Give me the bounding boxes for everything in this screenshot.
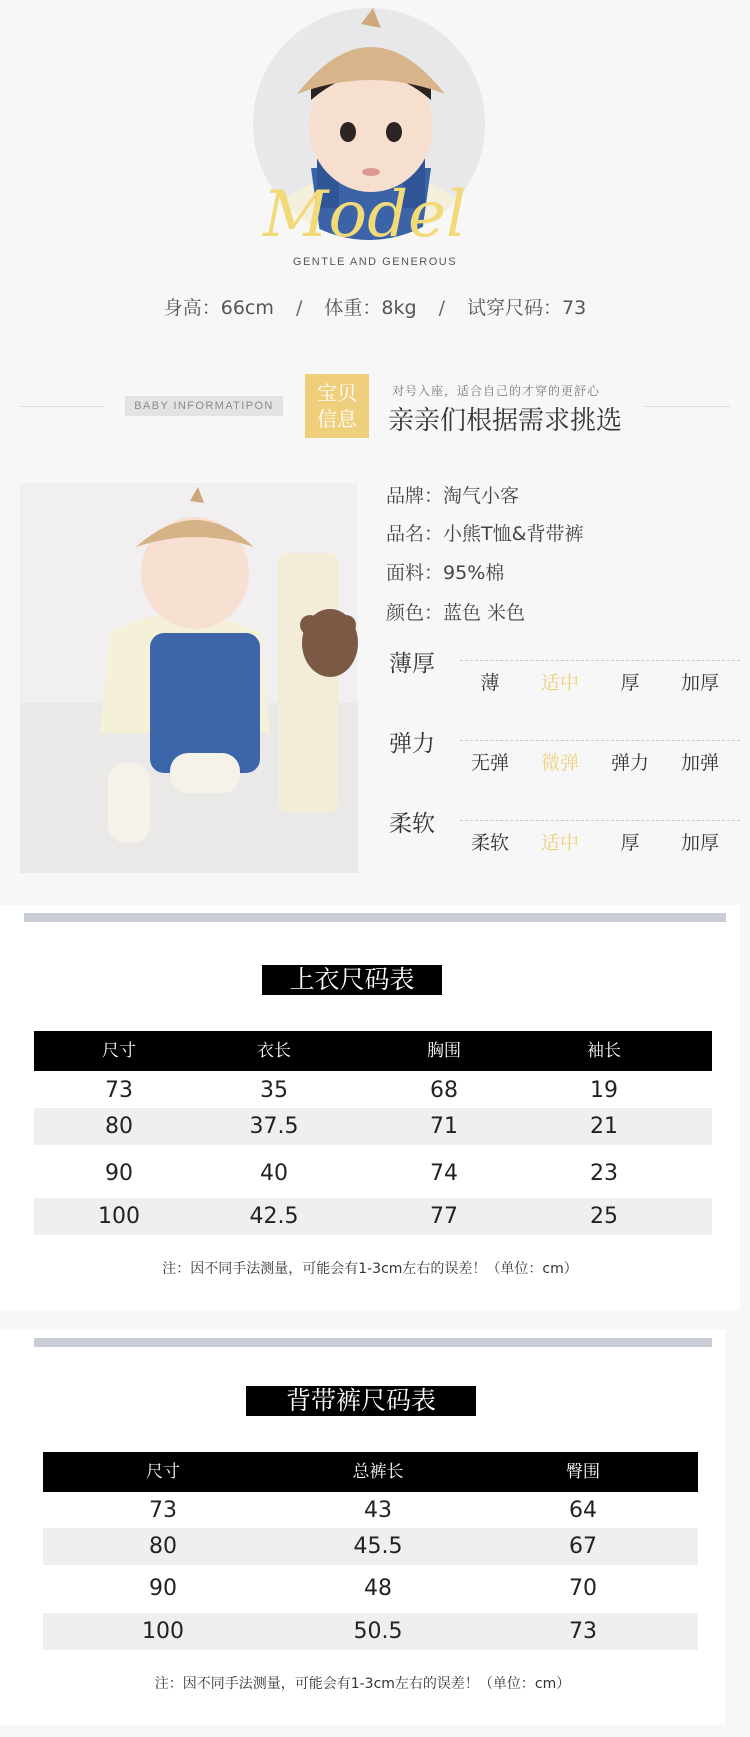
rating-thickness-label: 薄厚	[389, 651, 435, 677]
pants-table-header	[43, 1452, 698, 1492]
spec-label: 面料：	[386, 562, 444, 584]
table-cell: 37.5	[249, 1114, 299, 1139]
rating-softness-option: 柔软	[470, 832, 509, 854]
table-row	[43, 1613, 698, 1650]
stat-separator: /	[295, 297, 303, 319]
table-cell: 67	[569, 1534, 597, 1559]
table-row	[43, 1570, 698, 1607]
spec-fabric	[386, 558, 504, 585]
table-cell: 45.5	[353, 1534, 403, 1559]
badge-line-2: 信息	[317, 407, 357, 431]
spec-label: 颜色：	[386, 602, 444, 624]
table-row	[43, 1492, 698, 1529]
table-cell: 90	[105, 1161, 133, 1186]
pants-size-card	[0, 1330, 725, 1725]
rating-thickness-option-selected: 适中	[540, 672, 579, 694]
rating-divider	[460, 740, 740, 741]
rating-thickness-option: 加厚	[680, 672, 719, 694]
table-row	[34, 1072, 712, 1109]
spec-label: 品牌：	[386, 485, 444, 507]
table-cell: 100	[98, 1204, 140, 1229]
rating-elasticity-option-selected: 微弹	[540, 752, 579, 774]
table-cell: 64	[569, 1498, 597, 1523]
top-table-title: 上衣尺码表	[262, 965, 442, 995]
spec-value: 小熊T恤&背带裤	[443, 523, 584, 545]
table-cell: 80	[105, 1114, 133, 1139]
table-cell: 77	[430, 1204, 458, 1229]
rating-softness-option: 加厚	[680, 832, 719, 854]
badge-line-1: 宝贝	[317, 381, 357, 405]
table-cell: 35	[260, 1078, 288, 1103]
top-size-card	[0, 905, 740, 1310]
rating-elasticity-label: 弹力	[389, 731, 435, 757]
spec-brand	[386, 481, 519, 508]
info-subtitle: 对号入座，适合自己的才穿的更舒心	[392, 384, 601, 398]
spec-value: 淘气小客	[443, 485, 520, 507]
table-header-cell: 尺寸	[146, 1462, 180, 1482]
rating-divider	[460, 820, 740, 821]
baby-info-badge	[305, 374, 369, 438]
rating-thickness-option: 薄	[480, 672, 500, 694]
table-cell: 25	[590, 1204, 618, 1229]
table-cell: 70	[569, 1576, 597, 1601]
table-row	[34, 1108, 712, 1145]
product-photo	[20, 483, 358, 873]
pants-table-title: 背带裤尺码表	[246, 1386, 476, 1416]
model-height: 身高：66cm	[163, 297, 274, 319]
model-script-logo	[255, 170, 495, 260]
spec-color	[386, 598, 525, 625]
card-top-bar	[24, 913, 726, 922]
table-row	[43, 1528, 698, 1565]
table-cell: 74	[430, 1161, 458, 1186]
table-cell: 42.5	[249, 1204, 299, 1229]
spec-value: 蓝色 米色	[443, 602, 526, 624]
measurement-note: 注：因不同手法测量，可能会有1-3cm左右的误差！（单位：cm）	[162, 1261, 578, 1277]
baby-information-label: BABY INFORMATIPON	[125, 396, 283, 416]
table-cell: 68	[430, 1078, 458, 1103]
model-weight: 体重：8kg	[324, 297, 417, 319]
model-subtitle: GENTLE AND GENEROUS	[292, 256, 458, 268]
spec-label: 品名：	[386, 523, 444, 545]
table-cell: 73	[149, 1498, 177, 1523]
table-cell: 50.5	[353, 1619, 403, 1644]
table-cell: 100	[142, 1619, 184, 1644]
info-title: 亲亲们根据需求挑选	[388, 406, 623, 436]
model-trial-size: 试穿尺码：73	[467, 297, 587, 319]
rating-divider	[460, 660, 740, 661]
rating-thickness-option: 厚	[620, 672, 640, 694]
table-cell: 80	[149, 1534, 177, 1559]
table-header-cell: 衣长	[257, 1041, 291, 1061]
rating-softness-option: 厚	[620, 832, 640, 854]
table-cell: 73	[569, 1619, 597, 1644]
measurement-note: 注：因不同手法测量，可能会有1-3cm左右的误差！（单位：cm）	[154, 1676, 571, 1692]
table-cell: 19	[590, 1078, 618, 1103]
table-cell: 43	[364, 1498, 392, 1523]
rating-elasticity-option: 加弹	[680, 752, 719, 774]
rating-elasticity-option: 弹力	[610, 752, 649, 774]
table-header-cell: 尺寸	[102, 1041, 136, 1061]
rating-softness-option-selected: 适中	[540, 832, 579, 854]
table-cell: 23	[590, 1161, 618, 1186]
table-cell: 21	[590, 1114, 618, 1139]
stat-separator: /	[438, 297, 445, 319]
table-cell: 73	[105, 1078, 133, 1103]
top-table-header	[34, 1031, 712, 1071]
svg-text:Model: Model	[263, 178, 467, 252]
spec-value: 95%棉	[443, 562, 505, 584]
table-cell: 90	[149, 1576, 177, 1601]
table-row	[34, 1198, 712, 1235]
table-cell: 71	[430, 1114, 458, 1139]
table-cell: 40	[260, 1161, 288, 1186]
model-stats	[0, 293, 750, 320]
table-header-cell: 臀围	[566, 1462, 600, 1482]
spec-product-name	[386, 519, 583, 546]
rating-softness-label: 柔软	[389, 811, 435, 837]
divider-line	[645, 406, 730, 407]
table-row	[34, 1155, 712, 1192]
divider-line	[20, 406, 105, 407]
table-header-cell: 胸围	[427, 1041, 461, 1061]
card-top-bar	[34, 1338, 712, 1347]
table-header-cell: 袖长	[587, 1041, 621, 1061]
table-header-cell: 总裤长	[352, 1462, 404, 1482]
table-cell: 48	[364, 1576, 392, 1601]
rating-elasticity-option: 无弹	[470, 752, 509, 774]
